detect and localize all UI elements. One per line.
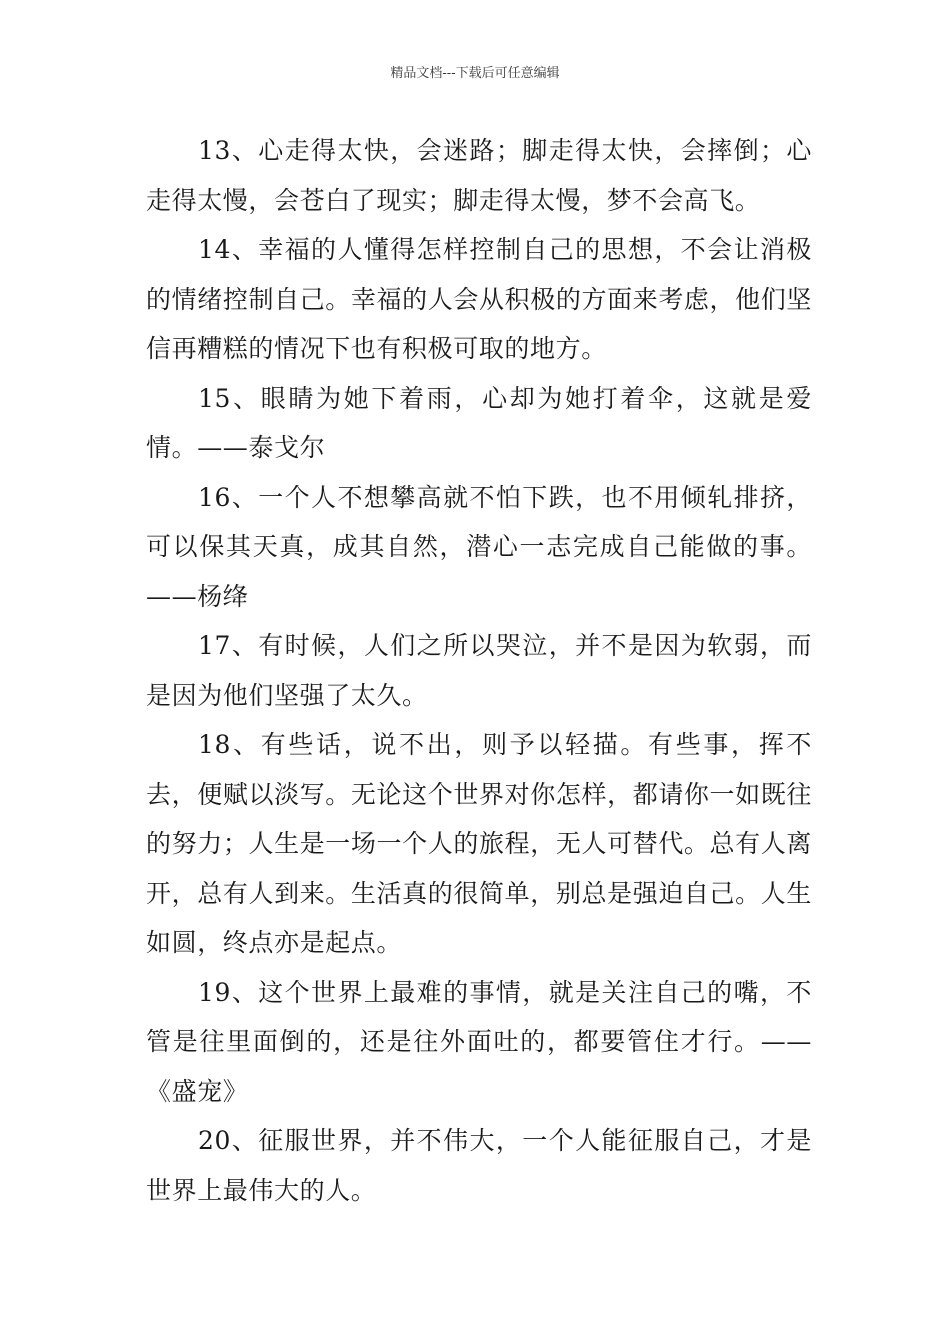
page-header: 精品文档---下载后可任意编辑 — [390, 66, 560, 81]
quote-paragraph-15: 15、眼睛为她下着雨，心却为她打着伞，这就是爱情。——泰戈尔 — [146, 383, 812, 462]
document-body — [146, 126, 812, 1215]
quote-paragraph-14: 14、幸福的人懂得怎样控制自己的思想，不会让消极的情绪控制自己。幸福的人会从积极的方面来考虑，他们坚信再糟糕的情况下也有积极可取的地方。 — [146, 235, 812, 363]
quote-paragraph-18: 18、有些话，说不出，则予以轻描。有些事，挥不去，便赋以淡写。无论这个世界对你怎样，都请你一如既往的努力；人生是一场一个人的旅程，无人可替代。总有人离开，总有人到来。生活真的很简单，别总是强迫自己。人生如圆，终点亦是起点。 — [146, 730, 812, 957]
quote-paragraph-19: 19、这个世界上最难的事情，就是关注自己的嘴，不管是往里面倒的，还是往外面吐的，都要管住才行。——《盛宠》 — [146, 977, 812, 1106]
quote-paragraph-17: 17、有时候，人们之所以哭泣，并不是因为软弱，而是因为他们坚强了太久。 — [146, 631, 812, 710]
quote-paragraph-20: 20、征服世界，并不伟大，一个人能征服自己，才是世界上最伟大的人。 — [146, 1126, 812, 1205]
quote-paragraph-16: 16、一个人不想攀高就不怕下跌，也不用倾轧排挤，可以保其天真，成其自然，潜心一志完成自己能做的事。——杨绛 — [146, 482, 812, 611]
quote-paragraph-13: 13、心走得太快，会迷路；脚走得太快，会摔倒；心走得太慢，会苍白了现实；脚走得太慢，梦不会高飞。 — [146, 136, 812, 215]
